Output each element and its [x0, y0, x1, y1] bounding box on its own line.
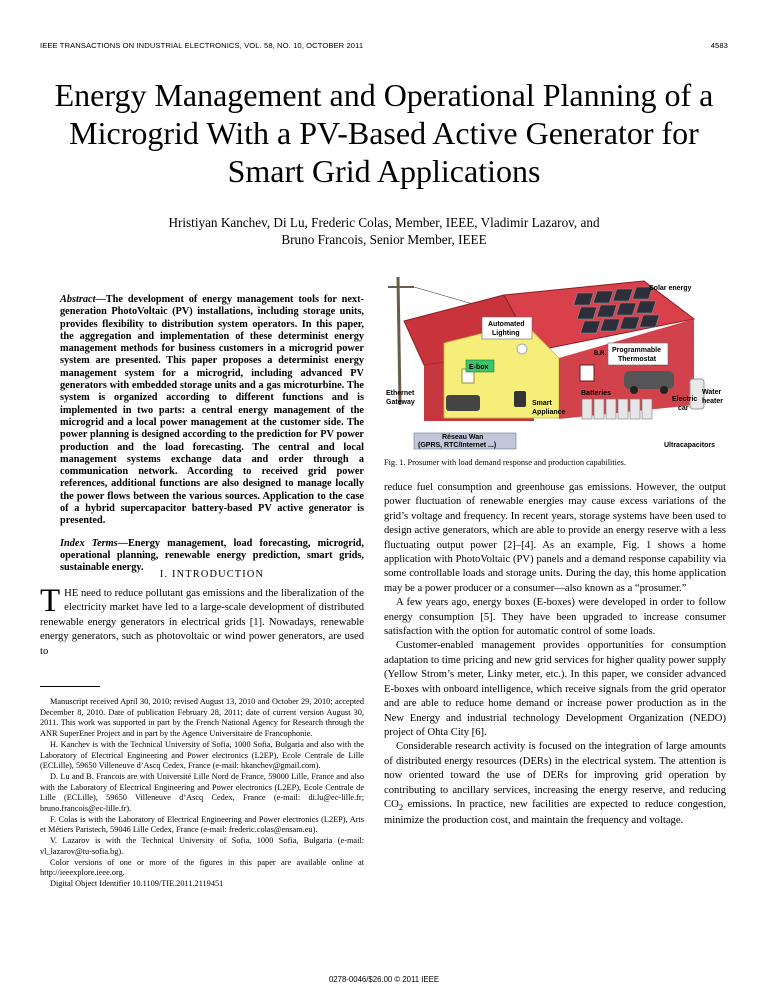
paragraph-4-a: Considerable research activity is focused on the integration of large amounts of distributed energy resources (DERs) in the electrical system. The attention is now oriented toward the use of DERs for improving grid operation by contributing to ancillary services, increasing the energy reserve, and reducing CO — [384, 741, 726, 810]
label-gprs: (GPRS, RTC/Internet ...) — [418, 442, 497, 449]
right-column — [384, 481, 726, 829]
footnote-lazarov: V. Lazarov is with the Technical University of Sofia, 1000 Sofia, Bulgaria (e-mail: vl_lazarov@tu-sofia.bg). — [40, 836, 364, 856]
label-reseau-wan: Réseau Wan — [442, 434, 484, 441]
footnote-received: Manuscript received April 30, 2010; revised August 13, 2010 and October 29, 2010; accepted December 8, 2010. Date of publication February 28, 2011; date of current version August 30, 2011. This work was supported in part by the French National Agency for Research through the ANR SuperEner Project and in part by the Agence Universitaire de Francophonie. — [40, 697, 364, 739]
authors-line-2: Bruno Francois, Senior Member, IEEE — [281, 232, 487, 247]
copyright-line: 0278-0046/$26.00 © 2011 IEEE — [328, 975, 440, 984]
footnote-rule — [40, 686, 100, 687]
intro-text: HE need to reduce pollutant gas emissions and the liberalization of the electricity market have led to a large-scale development of distributed renewable energy generators in electrical grids [1]. Nowadays, renewable energy generators, such as photovoltaic or wind power generators, are used to — [40, 588, 364, 657]
footnote-kanchev: H. Kanchev is with the Technical University of Sofia, 1000 Sofia, Bulgaria and also with the Laboratory of Electrical Engineering and Power electronics (L2EP), Ecole Centrale de Lille (ECLille), 59650 Villeneuve d’Ascq Cedex, France (e-mail: hkanchev@gmail.com). — [40, 739, 364, 771]
co2-subscript: 2 — [398, 802, 404, 813]
label-thermostat: Thermostat — [618, 356, 657, 363]
abstract-text: —The development of energy management tools for next-generation PhotoVoltaic (PV) installations, including storage units, provides flexibility to distribution system operators. In this paper, the aggregation and implementation of these determinist energy management methods for business customers in a microgrid power system are presented. This paper proposes a determinist energy management system for a microgrid, including advanced PV generators with embedded storage units and a gas microturbine. The system is organized according to different functions and is implemented in two parts: a central energy management of the microgrid and a local power management at the customer side. The power planning is designed according to the prediction for PV power production and the load forecasting. The central and local management systems exchange data and order through a communication network. According to received grid power references, additional functions are also designed to manage locally the power flows between the various sources. Application to the case of a hybrid supercapacitor battery-based PV active generator is presented. — [60, 294, 364, 527]
footnote-doi: Digital Object Identifier 10.1109/TIE.2011.2119451 — [50, 878, 224, 888]
label-car: car — [678, 405, 689, 412]
label-smart: Smart — [532, 400, 552, 407]
footnote-colas: F. Colas is with the Laboratory of Electrical Engineering and Power electronics (L2EP), Arts et Métiers Paristech, 59046 Lille Cedex, France (e-mail: frederic.colas@ensam.eu). — [40, 814, 364, 835]
label-water: Water — [702, 389, 722, 396]
intro-paragraph — [40, 583, 364, 659]
figure-1-caption: Fig. 1. Prosumer with load demand response and production capabilities. — [384, 458, 626, 467]
footnote-lu-francois: D. Lu and B. Francois are with Université Lille Nord de France, 59000 Lille, France and also with the Laboratory of Electrical Engineering and Power electronics (L2EP), Ecole Centrale de Lille (ECLille), 59650 Villeneuve d’Ascq Cedex, France (e-mail: di.lu@ec-lille.fr; bruno.francois@ec-lille.fr). — [40, 771, 364, 814]
page-number: 4583 — [710, 41, 728, 50]
prosumer-house-illustration — [384, 273, 726, 451]
index-terms-label: Index Terms — [60, 537, 118, 549]
paragraph-3: Customer-enabled management provides opportunities for consumption adaptation to time pricing and new grid services for higher quality power supply (Yellow Strom’s meter, Linky meter, etc.). In this paper, we consider advanced E-boxes with onboard intelligence, which receive signals from the grid operator and are able to reduce home demand or increase power production as in the New Energy and industrial technology Development Organization (NEDO) project of Ohta City [6]. — [384, 640, 726, 738]
label-solar-energy: Solar energy — [649, 285, 692, 292]
section-heading-introduction: I. INTRODUCTION — [159, 569, 265, 580]
drop-cap: T — [40, 583, 61, 619]
label-appliance: Appliance — [532, 409, 566, 416]
author-list — [60, 214, 708, 248]
label-br: B.R. — [594, 351, 606, 357]
paper-title: Energy Management and Operational Planning of a Microgrid With a PV-Based Active Generator for Smart Grid Applications — [54, 77, 714, 189]
left-column — [60, 294, 364, 575]
footnote-block — [40, 697, 364, 890]
label-heater: heater — [702, 398, 724, 405]
label-batteries: Batteries — [581, 390, 611, 397]
label-lighting: Lighting — [492, 330, 520, 337]
paragraph-1: reduce fuel consumption and greenhouse gas emissions. However, the output power fluctuation of renewable energies may cause excess variations of the grid’s voltage and frequency. In recent years, storage systems have been used to design active generators, which are able to provide an energy reserve with a less fluctuating output power [2]–[4]. As an example, Fig. 1 shows a home application with PhotoVoltaic (PV) panels and a demand response capability via some controllable loads and storage units. During the day, this home application may be a power producer or a consumer—also known as a “prosumer.” — [384, 482, 726, 594]
abstract — [60, 294, 364, 528]
label-e-box: E-box — [469, 364, 489, 371]
index-terms-text: —Energy management, load forecasting, microgrid, operational planning, renewable energy prediction, smart grids, sustainable energy. — [60, 537, 364, 574]
abstract-label: Abstract — [60, 294, 96, 305]
paragraph-2: A few years ago, energy boxes (E-boxes) were developed in order to follow energy consumption [5]. They have been upgraded to increase consumer satisfaction with the option for automatic control of some loads. — [384, 597, 726, 638]
label-gateway: Gateway — [386, 399, 415, 406]
label-ultracapacitors: Ultracapacitors — [664, 442, 715, 449]
label-automated: Automated — [488, 321, 525, 328]
figure-1 — [384, 273, 726, 451]
paragraph-4 — [384, 740, 726, 829]
authors-line-1: Hristiyan Kanchev, Di Lu, Frederic Colas, Member, IEEE, Vladimir Lazarov, and — [168, 215, 600, 230]
label-programmable: Programmable — [612, 347, 662, 354]
paragraph-4-b: emissions. In practice, new facilities are expected to reduce congestion, minimize the production cost, and maintain the frequency and voltage. — [384, 798, 726, 827]
footnote-color: Color versions of one or more of the figures in this paper are available online at http://ieeexplore.ieee.org. — [40, 857, 364, 878]
running-header: IEEE TRANSACTIONS ON INDUSTRIAL ELECTRONICS, VOL. 58, NO. 10, OCTOBER 2011 — [40, 41, 364, 50]
label-electric: Electric — [672, 396, 698, 403]
label-ethernet: Ethernet — [386, 390, 415, 397]
